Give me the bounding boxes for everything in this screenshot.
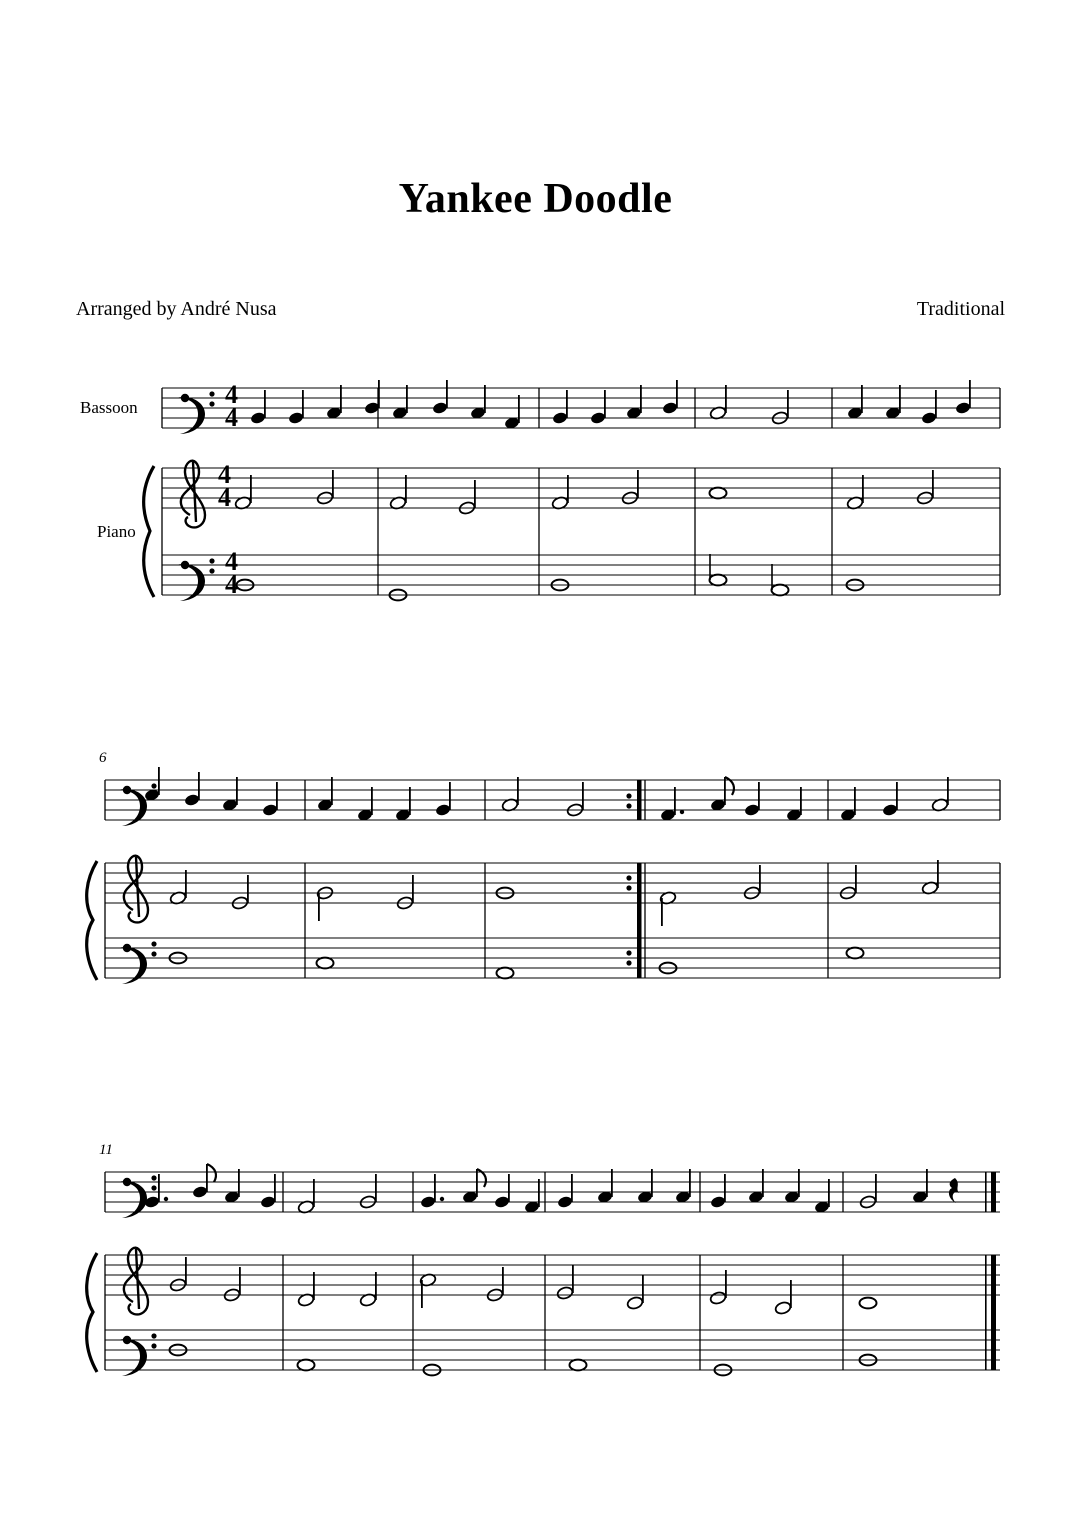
- instrument-label-piano: Piano: [97, 522, 136, 541]
- system-2: [0, 735, 1071, 1005]
- piano-lh-notes-system-2: [170, 948, 864, 979]
- piano-time-signature-top: 4: [218, 460, 231, 489]
- system-2-engraving: [0, 735, 1071, 1005]
- measure-number-11: 11: [99, 1142, 113, 1158]
- measure-number-6: 6: [99, 750, 107, 766]
- system-1-engraving: [0, 370, 1071, 630]
- system-1: [0, 370, 1071, 630]
- piano-brace-3: [87, 1253, 97, 1372]
- time-signature-top: 4: [225, 380, 238, 409]
- piano-lh-time-signature-bottom: 4: [225, 570, 238, 599]
- time-signature-bottom: 4: [225, 403, 238, 432]
- piano-brace-2: [87, 861, 97, 980]
- piano-time-signature-bottom: 4: [218, 483, 231, 512]
- page-title: Yankee Doodle: [398, 176, 673, 222]
- treble-clef-piano: [181, 461, 205, 528]
- system-3: [0, 1130, 1071, 1400]
- treble-clef-piano-3: [124, 1248, 148, 1315]
- composer-credit: Traditional: [916, 298, 1005, 320]
- piano-brace: [144, 466, 154, 597]
- system-3-engraving: [0, 1130, 1071, 1400]
- treble-clef-piano-2: [124, 856, 148, 923]
- instrument-label-bassoon: Bassoon: [80, 398, 138, 417]
- piano-rh-notes-system-3: [169, 1257, 876, 1315]
- piano-lh-time-signature-top: 4: [225, 547, 238, 576]
- piano-lh-notes-system-1: [237, 575, 864, 601]
- arranger-credit: Arranged by André Nusa: [76, 298, 277, 320]
